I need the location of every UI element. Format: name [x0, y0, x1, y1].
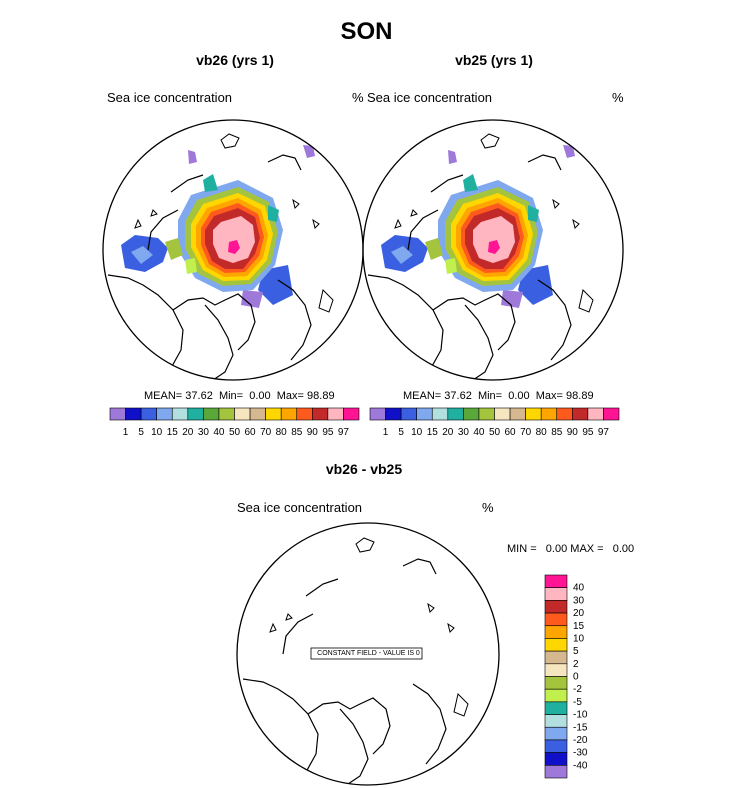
- colorbar-tick-label: -20: [573, 734, 588, 746]
- colorbar-swatch: [203, 408, 219, 420]
- colorbar-swatch: [188, 408, 204, 420]
- colorbar-swatch: [448, 408, 464, 420]
- colorbar-swatch: [588, 408, 604, 420]
- colorbar-tick-label: 20: [182, 427, 194, 438]
- colorbar-tick-label: 5: [398, 427, 404, 438]
- colorbar-swatch: [479, 408, 495, 420]
- colorbar-swatch: [545, 689, 567, 702]
- colorbar-swatch: [417, 408, 433, 420]
- colorbar-tick-label: 60: [504, 427, 516, 438]
- colorbar-tick-label: 80: [535, 427, 547, 438]
- colorbar-swatch: [297, 408, 313, 420]
- colorbar-swatch: [545, 575, 567, 588]
- colorbar-tick-label: 70: [520, 427, 532, 438]
- colorbar-swatch: [157, 408, 173, 420]
- colorbar-swatch: [572, 408, 588, 420]
- colorbar-tick-label: 90: [306, 427, 318, 438]
- mean-value: 37.62: [185, 390, 213, 402]
- figure-title: SON: [340, 18, 393, 45]
- colorbar-tick-label: 95: [582, 427, 594, 438]
- panel-2-map: [363, 120, 623, 380]
- colorbar-swatch: [235, 408, 251, 420]
- colorbar-tick-label: 70: [260, 427, 272, 438]
- colorbar-tick-label: 20: [442, 427, 454, 438]
- colorbar-tick-label: 50: [228, 427, 241, 438]
- colorbar-tick-label: -2: [573, 684, 582, 696]
- max-value: 98.89: [307, 390, 335, 402]
- colorbar-swatch: [545, 588, 567, 601]
- colorbar-swatch: [401, 408, 417, 420]
- colorbar-swatch: [545, 715, 567, 728]
- colorbar-swatch: [545, 613, 567, 626]
- colorbar-swatch: [343, 408, 359, 420]
- min-value: 0.00: [249, 390, 271, 402]
- colorbar-tick-label: 97: [597, 427, 609, 438]
- colorbar-tick-label: 40: [473, 427, 485, 438]
- colorbar-tick-label: 30: [573, 595, 585, 607]
- panel-2-title: vb25 (yrs 1): [455, 52, 533, 68]
- colorbar-swatch: [545, 600, 567, 613]
- colorbar-swatch: [541, 408, 557, 420]
- colorbar-tick-label: 90: [566, 427, 578, 438]
- colorbar-tick-label: 40: [213, 427, 225, 438]
- max-value: 98.89: [566, 390, 594, 402]
- panel-3-left-label: Sea ice concentration: [237, 500, 363, 515]
- mean-value: 37.62: [444, 390, 472, 402]
- colorbar-swatch: [370, 408, 386, 420]
- colorbar-swatch: [545, 753, 567, 766]
- panel-3-right-label: %: [482, 500, 494, 515]
- colorbar-swatch: [281, 408, 297, 420]
- colorbar-swatch: [266, 408, 282, 420]
- max-label: Max=: [276, 390, 304, 402]
- colorbar-tick-label: 85: [291, 427, 303, 438]
- colorbar-tick-label: -40: [573, 760, 588, 772]
- colorbar-tick-label: 15: [573, 620, 585, 632]
- panel-1-colorbar: [110, 408, 359, 438]
- panel-2-right-label: %: [612, 90, 624, 105]
- colorbar-tick-label: -15: [573, 722, 588, 734]
- panel-1-left-label: Sea ice concentration: [107, 90, 233, 105]
- colorbar-swatch: [463, 408, 479, 420]
- colorbar-swatch: [172, 408, 188, 420]
- panel-3-minmax: MIN = 0.00 MAX = 0.00: [507, 543, 635, 555]
- panel-1-title: vb26 (yrs 1): [196, 52, 274, 68]
- colorbar-tick-label: 50: [488, 427, 501, 438]
- colorbar-tick-label: 5: [573, 646, 579, 658]
- panel-2-left-label: Sea ice concentration: [367, 90, 493, 105]
- colorbar-swatch: [545, 727, 567, 740]
- colorbar-tick-label: -10: [573, 709, 588, 721]
- colorbar-swatch: [545, 664, 567, 677]
- min-label: Min=: [218, 390, 244, 402]
- colorbar-swatch: [312, 408, 328, 420]
- colorbar-tick-label: 85: [551, 427, 563, 438]
- colorbar-tick-label: 1: [382, 427, 389, 438]
- colorbar-tick-label: 5: [138, 427, 144, 438]
- colorbar-tick-label: 20: [573, 608, 585, 620]
- min-label: Min=: [477, 390, 503, 402]
- colorbar-swatch: [219, 408, 235, 420]
- colorbar-tick-label: 97: [337, 427, 349, 438]
- colorbar-tick-label: 80: [275, 427, 287, 438]
- constant-field-label: CONSTANT FIELD - VALUE IS 0: [317, 650, 420, 657]
- colorbar-swatch: [545, 702, 567, 715]
- mean-label: MEAN=: [403, 390, 442, 402]
- mean-label: MEAN=: [144, 390, 183, 402]
- colorbar-tick-label: 95: [322, 427, 334, 438]
- colorbar-tick-label: 10: [573, 633, 585, 645]
- panel-1-map: [103, 120, 363, 380]
- colorbar-tick-label: 15: [426, 427, 438, 438]
- colorbar-swatch: [545, 765, 567, 778]
- colorbar-swatch: [126, 408, 142, 420]
- colorbar-swatch: [510, 408, 526, 420]
- colorbar-tick-label: 10: [151, 427, 163, 438]
- min-value: 0.00: [508, 390, 530, 402]
- colorbar-tick-label: 2: [573, 658, 579, 670]
- colorbar-swatch: [557, 408, 573, 420]
- colorbar-tick-label: 30: [457, 427, 469, 438]
- colorbar-swatch: [545, 638, 567, 651]
- max-label: Max=: [535, 390, 563, 402]
- colorbar-tick-label: -5: [573, 696, 582, 708]
- colorbar-swatch: [386, 408, 402, 420]
- colorbar-tick-label: -30: [573, 747, 588, 759]
- colorbar-swatch: [250, 408, 266, 420]
- colorbar-tick-label: 60: [244, 427, 256, 438]
- colorbar-swatch: [141, 408, 157, 420]
- colorbar-tick-label: 15: [166, 427, 178, 438]
- colorbar-tick-label: 30: [197, 427, 209, 438]
- colorbar-swatch: [526, 408, 542, 420]
- colorbar-tick-label: 1: [122, 427, 129, 438]
- colorbar-tick-label: 10: [411, 427, 423, 438]
- panel-3-colorbar: [545, 575, 588, 778]
- colorbar-swatch: [545, 651, 567, 664]
- colorbar-swatch: [603, 408, 619, 420]
- colorbar-swatch: [495, 408, 511, 420]
- colorbar-swatch: [328, 408, 344, 420]
- colorbar-swatch: [545, 677, 567, 690]
- colorbar-tick-label: 0: [573, 671, 579, 683]
- panel-1-right-label: %: [352, 90, 364, 105]
- panel-2-colorbar: [370, 408, 619, 438]
- colorbar-swatch: [432, 408, 448, 420]
- colorbar-tick-label: 40: [573, 582, 585, 594]
- colorbar-swatch: [110, 408, 126, 420]
- colorbar-swatch: [545, 626, 567, 639]
- colorbar-swatch: [545, 740, 567, 753]
- panel-3-title: vb26 - vb25: [325, 461, 403, 477]
